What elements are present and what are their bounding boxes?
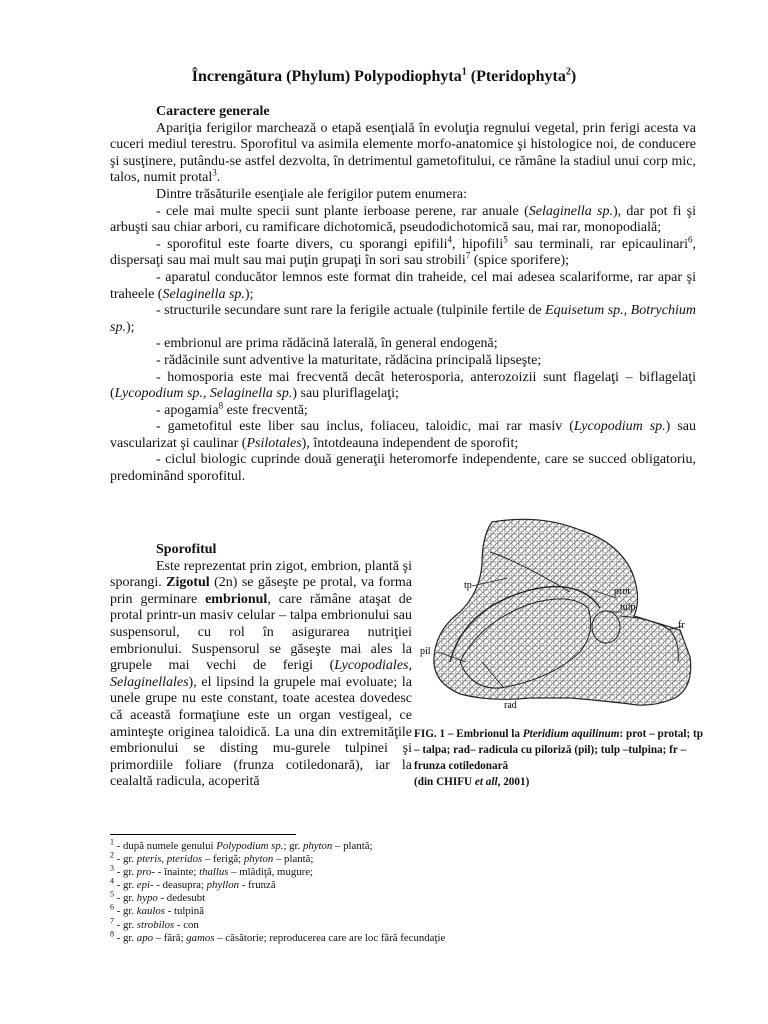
footnote-item: $^6$ - gr. kaulos - tulpină [110,902,204,918]
footnotes [110,837,670,945]
sporofit-section [110,542,412,791]
footnote-item: $^1$ - după numele genului Polypodium sp.; gr. phyton – plantă; [110,837,373,852]
paragraph-sporofit: Este reprezentat prin zigot, embrion, plantă şi sporangi. Zigotul (2n) se găseşte pe protal, va forma prin germinare embrionul, care rămâne ataşat de protal printr-un masiv celular – talpa embrionului sau suspensorul, cu rol în asigurarea nutriţiei embrionului. Suspensorul se găseşte mai ales la grupele mai vechi de ferigi (Lycopodiales, Selaginellales), el lipsind la grupele mai evoluate; la unele grupe nu este constant, toate acestea dovedesc că această formaţiune este un organ vestigeal, ce aminteşte originea taloidică. La una din extremităţile embrionului se disting mu-gurele tulpinei şi primordiile foliare (frunza cotiledonară), iar la cealaltă radicula, acoperită [110,558,412,790]
bullet-item: - embrionul are prima rădăcină laterală, în general endogenă; [156,336,498,352]
figure-label-fr: fr [678,620,685,631]
footnote-divider [110,834,296,835]
section-heading-sporofit: Sporofitul [156,542,217,557]
footnote-item: $^2$ - gr. pteris, pteridos – ferigă; phyton – plantă; [110,850,314,866]
footnote-item: $^8$ - gr. apo – fără; gamos – căsătorie; reproducerea care are loc fără fecundaţie [110,929,446,944]
footnote-item: $^7$ - gr. strobilos - con [110,915,199,931]
embryo-figure [420,512,700,712]
general-section [110,104,696,486]
bullet-item: - ciclul biologic cuprinde două generaţii heteromorfe independente, care se succed obligatoriu, predominând sporofitul. [110,452,696,485]
bullet-item: - aparatul conducător lemnos este format din traheide, cel mai adesea scalariforme, rar apar şi traheele (Selaginella sp.); [110,269,696,302]
bullet-item: - homosporia este mai frecventă decât heterosporia, anterozoizii sunt flagelaţi – biflagelaţi (Lycopodium sp., Selaginella sp.) sau pluriflagelaţi; [110,369,696,402]
figure-label-tp: tp [464,580,472,591]
figure-label-rad: rad [504,700,517,711]
paragraph-intro: Apariţia ferigilor marchează o etapă esenţială în evoluţia regnului vegetal, prin ferigi acesta va cuceri mediul terestru. Sporofitul va asimila elemente morfo-anatomice şi histologice noi, de conducere şi susţinere, putându-se astfel dezvolta, în detrimentul gametofitului, ce rămâne la stadiul unui corp mic, talos, numit protal$^3$. [110,120,696,186]
bullet-item: - rădăcinile sunt adventive la maturitate, rădăcina principală lipseşte; [156,352,542,368]
paragraph-traits: Dintre trăsăturile esenţiale ale ferigilor putem enumera: [156,186,467,202]
bullet-item: - apogamia$^8$ este frecventă; [156,400,308,418]
figure-caption: FIG. 1 – Embrionul la Pteridium aquilinum: prot – protal; tp – talpa; rad– radicula cu piloriză (pil); tulp –tulpina; fr – frunza cotiledonară (din CHIFU et all, 2001) [414,728,703,788]
footnote-item: $^5$ - gr. hypo - dedesubt [110,889,206,905]
section-heading-general: Caractere generale [156,104,270,119]
figure-label-pil: pil [420,646,431,657]
bullet-item: - cele mai multe specii sunt plante ierboase perene, rar anuale (Selaginella sp.), dar pot fi şi arbuşti sau chiar arbori, cu ramificare dichotomică, pseudodichotomică sau, mai rar, monopodială; [110,203,696,236]
bullet-item: - sporofitul este foarte divers, cu sporangi epifili$^4$, hipofili$^5$ sau terminali, rar epicaulinari$^6$, dispersaţi sau mai mult sau mai puţin grupaţi în sori sau strobili$^7$ (spice sporifere); [110,234,696,269]
footnote-item: $^3$ - gr. pro- - înainte; thallus – mlădiţă, mugure; [110,863,314,879]
bullet-item: - structurile secundare sunt rare la ferigile actuale (tulpinile fertile de Equisetum sp., Botrychium sp.); [110,303,696,335]
bullet-item: - gametofitul este liber sau inclus, foliaceu, taloidic, mai rar masiv (Lycopodium sp.) sau vascularizat şi caulinar (Psilotales), întotdeauna independent de sporofit; [110,419,696,451]
figure-label-prot: prot [614,586,631,597]
figure-label-tulp: tulp [620,602,636,613]
page-title: Încrengătura (Phylum) Polypodiophyta$^1$ (Pteridophyta$^2$) [191,66,577,85]
footnote-item: $^4$ - gr. epi- - deasupra; phyllon - frunză [110,876,276,892]
stem-apex [592,611,620,643]
